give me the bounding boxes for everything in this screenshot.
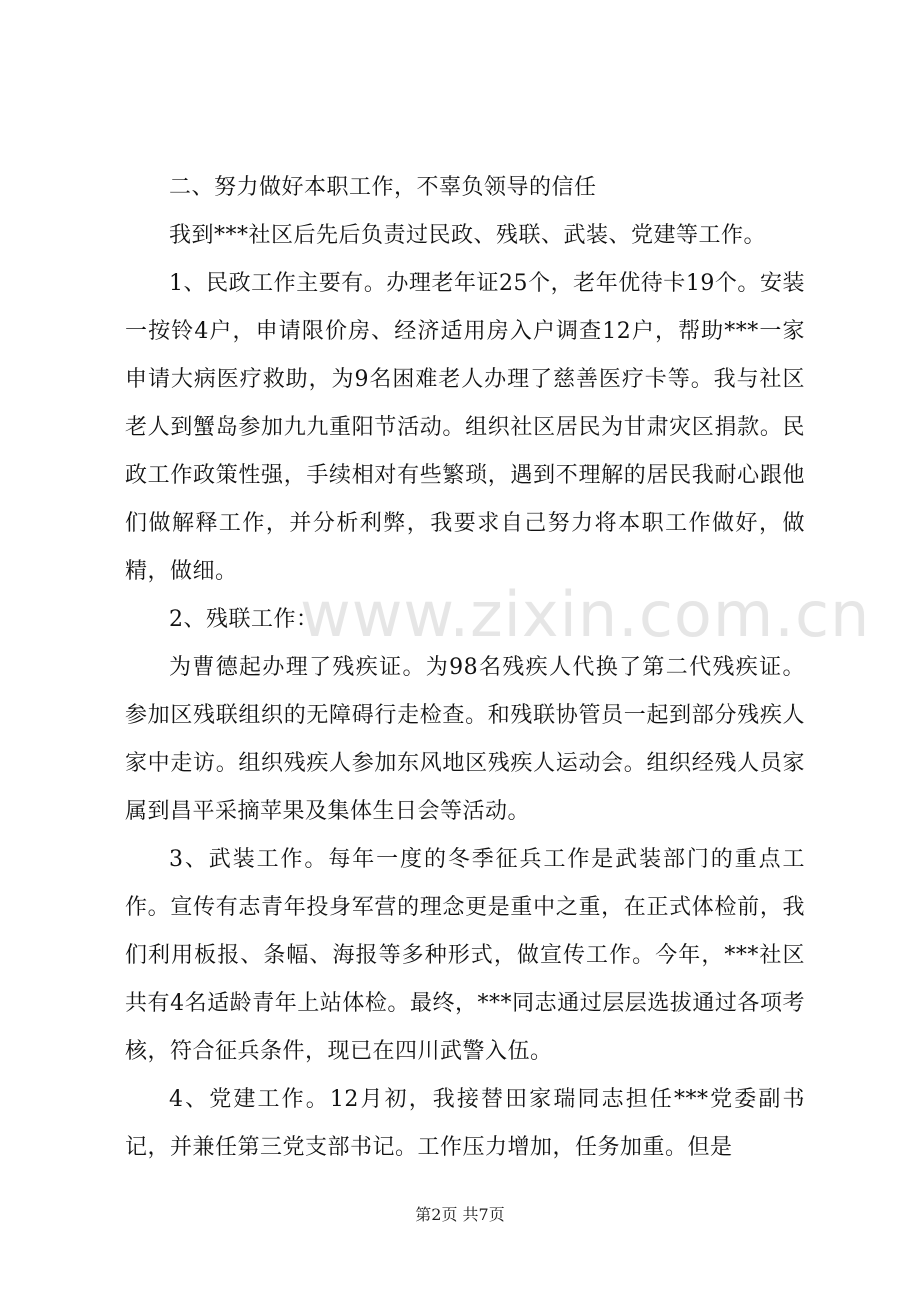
intro-paragraph: 我到***社区后先后负责过民政、残联、武装、党建等工作。 bbox=[169, 223, 767, 248]
civil-affairs-paragraph: 1、民政工作主要有。办理老年证25个，老年优待卡19个。安装一按铃4户，申请限价房、经济适用房入户调查12户，帮助***一家申请大病医疗救助，为9名困难老人办理了慈善医疗卡等。我与社区老人到蟹岛参加九九重阳节活动。组织社区居民为甘肃灾区捐款。民政工作政策性强，手续相对有些繁琐，遇到不理解的居民我耐心跟他们做解释工作，并分析利弊，我要求自己努力将本职工作做好，做精，做细。 bbox=[125, 271, 805, 584]
disability-heading: 2、残联工作： bbox=[169, 607, 319, 632]
section-heading: 二、努力做好本职工作，不辜负领导的信任 bbox=[169, 175, 597, 200]
document-body bbox=[125, 164, 805, 1172]
armed-forces-paragraph: 3、武装工作。每年一度的冬季征兵工作是武装部门的重点工作。宣传有志青年投身军营的理念更是重中之重，在正式体检前，我们利用板报、条幅、海报等多种形式，做宣传工作。今年，***社区共有4名适龄青年上站体检。最终，***同志通过层层选拔通过各项考核，符合征兵条件，现已在四川武警入伍。 bbox=[125, 847, 805, 1064]
watermark: www.zixin.com.cn bbox=[300, 578, 871, 651]
party-building-paragraph: 4、党建工作。12月初，我接替田家瑞同志担任***党委副书记，并兼任第三党支部书记。工作压力增加，任务加重。但是 bbox=[125, 1087, 805, 1160]
page-footer: 第2页 共7页 bbox=[415, 1205, 505, 1224]
disability-paragraph: 为曹德起办理了残疾证。为98名残疾人代换了第二代残疾证。参加区残联组织的无障碍行走检查。和残联协管员一起到部分残疾人家中走访。组织残疾人参加东风地区残疾人运动会。组织经残人员家属到昌平采摘苹果及集体生日会等活动。 bbox=[125, 655, 805, 824]
